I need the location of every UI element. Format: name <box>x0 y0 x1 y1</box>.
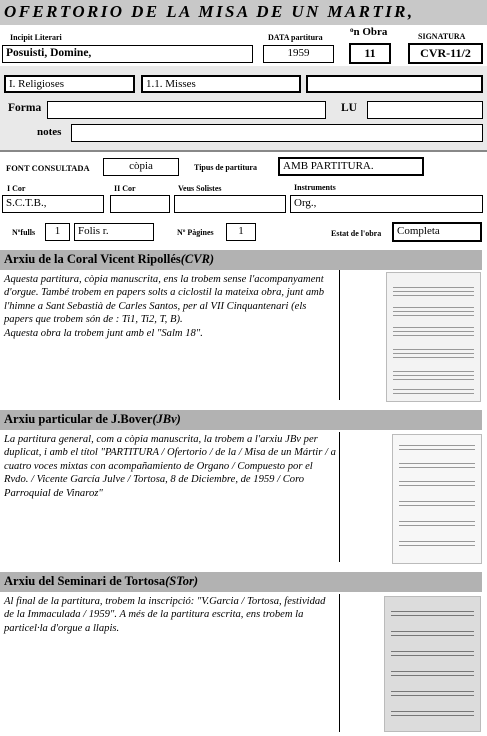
notes-label: notes <box>37 126 62 138</box>
column-divider <box>339 270 340 400</box>
archive-title-stor: Arxiu del Seminari de Tortosa(STor) <box>4 574 199 588</box>
classification-field-1[interactable]: I. Religioses <box>4 75 135 93</box>
forma-field[interactable] <box>47 101 326 119</box>
column-divider <box>339 432 340 562</box>
obra-number-field[interactable]: 11 <box>349 43 391 64</box>
column-divider <box>339 594 340 732</box>
tipus-partitura-field[interactable]: AMB PARTITURA. <box>278 157 424 176</box>
nfulls-field[interactable]: 1 <box>45 223 70 241</box>
archive-title-jbv: Arxiu particular de J.Bover(JBv) <box>4 412 181 426</box>
incipit-label: Incipit Literari <box>10 33 62 42</box>
font-consultada-label: FONT CONSULTADA <box>6 163 90 173</box>
notes-field[interactable] <box>71 124 483 142</box>
estat-label: Estat de l'obra <box>331 229 382 238</box>
forma-label: Forma <box>8 102 42 114</box>
instruments-label: Instruments <box>294 183 336 192</box>
solistes-field[interactable] <box>174 195 286 213</box>
obra-label: $^o$n Obra <box>350 26 388 38</box>
data-partitura-field[interactable]: 1959 <box>263 45 334 63</box>
signatura-label: SIGNATURA <box>418 32 466 41</box>
npagines-field[interactable]: 1 <box>226 223 256 241</box>
archive-text-stor: Al final de la partitura, trobem la inscripció: "V.Garcia / Tortosa, festividad de la Immaculada / 1959". A més de la partitura escrita, ens trobem la particel·la d'orgue a llapis. <box>4 596 326 634</box>
tipus-partitura-label: Tipus de partitura <box>194 163 257 172</box>
data-partitura-label: DATA partitura <box>268 33 323 42</box>
icor-field[interactable]: S.C.T.B., <box>2 195 104 213</box>
iicor-field[interactable] <box>110 195 170 213</box>
font-consultada-field[interactable]: còpia <box>103 158 179 176</box>
score-image-jbv <box>392 434 482 564</box>
solistes-label: Veus Solistes <box>178 184 222 193</box>
classification-field-3[interactable] <box>306 75 483 93</box>
incipit-field[interactable]: Posuisti, Domine, <box>2 45 253 63</box>
score-image-cvr <box>386 272 481 402</box>
instruments-field[interactable]: Org., <box>290 195 483 213</box>
archive-text-jbv: La partitura general, com a còpia manuscrita, la trobem a l'arxiu JBv per duplicat, i amb el títol "PARTITURA / Ofertorio / de la / Misa de un Mártir / a cuatro voces mixtas con acompañamiento de Organo / Compuesto por el Rvdo. / Vicente García Julve / Tortosa, 8 de Diciembre, de 1959 / Coro Parroquial de Vinaroz" <box>4 434 336 499</box>
score-image-stor <box>384 596 481 732</box>
classification-field-2[interactable]: 1.1. Misses <box>141 75 301 93</box>
archive-text-cvr: Aquesta partitura, còpia manuscrita, ens la trobem sense l'acompanyament d'orgue. També trobem en papers solts a ciclostil la mateixa obra, junt amb l'himne a Sant Sebastià de Carles Santos, per al VII Cinquantenari (els papers que trobem són de : Ti1, Ti2, T, B). Aquesta obra la trobem junt amb el "Salm 18". <box>4 274 325 339</box>
npagines-label: Nº Pàgines <box>177 228 214 237</box>
lu-label: LU <box>341 102 357 114</box>
divider <box>0 150 487 152</box>
iicor-label: II Cor <box>114 184 136 193</box>
page-title: OFERTORIO DE LA MISA DE UN MARTIR, <box>4 2 415 21</box>
folis-field[interactable]: Folis r. <box>74 223 154 241</box>
archive-title-cvr: Arxiu de la Coral Vicent Ripollés(CVR) <box>4 252 215 266</box>
nfulls-label: Nºfulls <box>12 228 36 237</box>
lu-field[interactable] <box>367 101 483 119</box>
signatura-field[interactable]: CVR-11/2 <box>408 43 483 64</box>
icor-label: I Cor <box>7 184 26 193</box>
estat-field[interactable]: Completa <box>392 222 482 242</box>
